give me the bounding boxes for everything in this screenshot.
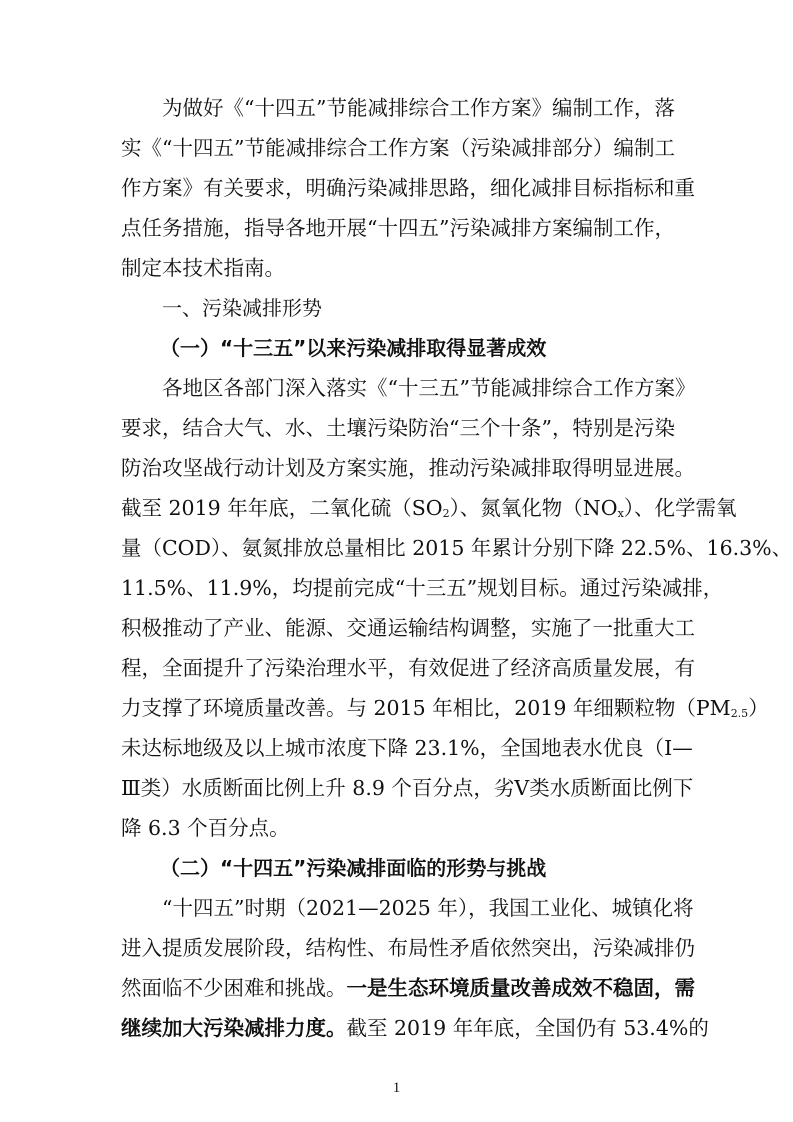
para1-line-7: 积极推动了产业、能源、交通运输结构调整，实施了一批重大工 bbox=[121, 616, 695, 640]
para1-line-9 bbox=[121, 695, 769, 721]
para2-line-3-bold: 一是生态环境质量改善成效不稳固，需 bbox=[346, 976, 695, 1000]
para1-line-5: 量（COD）、氨氮排放总量相比 2015 年累计分别下降 22.5%、16.3%、 bbox=[121, 536, 793, 560]
para1-line-4-b: ）、氮氧化物（NO bbox=[449, 496, 618, 520]
subsection-heading-1: （一）“十三五”以来污染减排取得显著成效 bbox=[160, 336, 547, 360]
subsection-heading-2: （二）“十四五”污染减排面临的形势与挑战 bbox=[160, 856, 547, 880]
intro-line-2: 实《“十四五”节能减排综合工作方案（污染减排部分）编制工 bbox=[121, 136, 675, 160]
para2-line-3 bbox=[121, 975, 695, 1001]
para2-line-4-bold: 继续加大污染减排力度。 bbox=[121, 1016, 347, 1040]
para1-line-4-a: 截至 2019 年年底，二氧化硫（SO bbox=[121, 496, 443, 520]
para1-line-8: 程，全面提升了污染治理水平，有效促进了经济高质量发展，有 bbox=[121, 656, 695, 680]
para1-line-9-a: 力支撑了环境质量改善。与 2015 年相比，2019 年细颗粒物（PM bbox=[121, 696, 731, 720]
intro-line-5: 制定本技术指南。 bbox=[121, 256, 285, 280]
pm25-subscript: 2.5 bbox=[730, 707, 749, 720]
para2-line-3-normal: 然面临不少困难和挑战。 bbox=[121, 976, 347, 1000]
intro-line-4: 点任务措施，指导各地开展“十四五”污染减排方案编制工作， bbox=[121, 216, 675, 240]
nox-subscript: x bbox=[617, 507, 624, 520]
para1-line-10: 未达标地级及以上城市浓度下降 23.1%，全国地表水优良（Ⅰ— bbox=[121, 736, 693, 760]
section-heading-1: 一、污染减排形势 bbox=[162, 296, 322, 320]
para1-line-1: 各地区各部门深入落实《“十三五”节能减排综合工作方案》 bbox=[162, 376, 696, 400]
para2-line-2: 进入提质发展阶段，结构性、布局性矛盾依然突出，污染减排仍 bbox=[121, 936, 695, 960]
intro-line-3: 作方案》有关要求，明确污染减排思路，细化减排目标指标和重 bbox=[121, 176, 695, 200]
so2-subscript: 2 bbox=[442, 507, 450, 520]
page-number: 1 bbox=[392, 1080, 401, 1096]
para2-line-4 bbox=[121, 1015, 709, 1041]
para2-line-1: “十四五”时期（2021—2025 年），我国工业化、城镇化将 bbox=[162, 896, 694, 920]
para1-line-9-b: ） bbox=[748, 696, 769, 720]
intro-line-1: 为做好《“十四五”节能减排综合工作方案》编制工作，落 bbox=[162, 96, 675, 120]
para1-line-6: 11.5%、11.9%，均提前完成“十三五”规划目标。通过污染减排， bbox=[121, 576, 724, 600]
para1-line-4 bbox=[121, 495, 737, 521]
para1-line-3: 防治攻坚战行动计划及方案实施，推动污染减排取得明显进展。 bbox=[121, 456, 695, 480]
para1-line-4-c: ）、化学需氧 bbox=[623, 496, 737, 520]
para1-line-11: Ⅲ类）水质断面比例上升 8.9 个百分点，劣Ⅴ类水质断面比例下 bbox=[121, 776, 694, 800]
para1-line-12: 降 6.3 个百分点。 bbox=[121, 816, 290, 840]
para1-line-2: 要求，结合大气、水、土壤污染防治“三个十条”，特别是污染 bbox=[121, 416, 675, 440]
para2-line-4-normal: 截至 2019 年年底，全国仍有 53.4%的 bbox=[346, 1016, 709, 1040]
